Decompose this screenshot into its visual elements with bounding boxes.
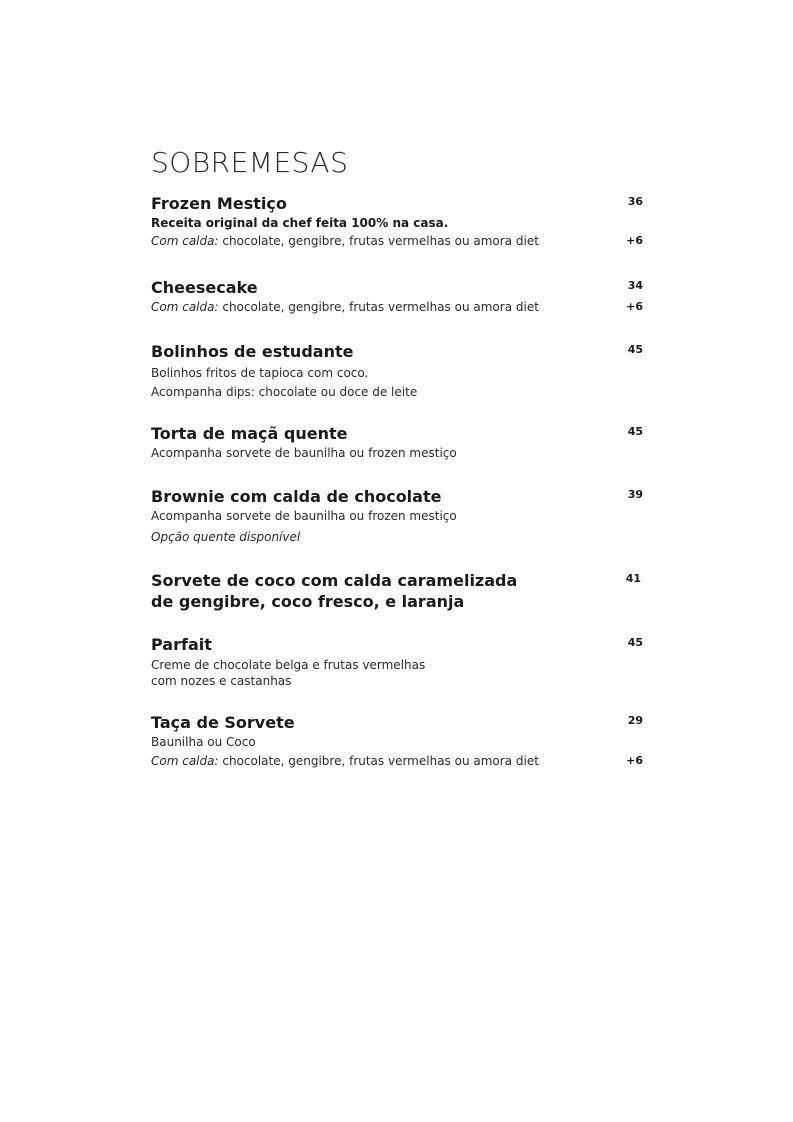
- menu-item-name-line: de gengibre, coco fresco, e laranja: [151, 592, 465, 611]
- calda-price: +6: [626, 300, 643, 313]
- menu-item-description: Baunilha ou Coco: [151, 735, 256, 749]
- menu-item-cheesecake: [151, 277, 643, 316]
- menu-item-name: Cheesecake: [151, 278, 258, 297]
- menu-item-price: 45: [627, 425, 643, 438]
- menu-item-note: Opção quente disponível: [151, 530, 301, 544]
- menu-item-price: 45: [627, 343, 643, 356]
- menu-item-calda: [151, 298, 643, 316]
- menu-item-header: [151, 634, 643, 655]
- menu-item-header: [151, 277, 643, 298]
- menu-item-taca-sorvete: [151, 712, 643, 770]
- menu-item-header: [151, 712, 643, 733]
- menu-item-header: [151, 570, 643, 612]
- menu-item-brownie: [151, 486, 643, 546]
- menu-item-header: [151, 193, 643, 214]
- menu-item-description: com nozes e castanhas: [151, 674, 292, 688]
- menu-item-parfait: [151, 634, 643, 689]
- menu-item-price: 45: [627, 636, 643, 649]
- menu-item-header: [151, 486, 643, 507]
- menu-item-bolinhos: [151, 341, 643, 401]
- calda-text: chocolate, gengibre, frutas vermelhas ou amora diet: [218, 234, 539, 248]
- calda-label: Com calda:: [151, 234, 219, 248]
- menu-item-description: Acompanha sorvete de baunilha ou frozen mestiço: [151, 509, 457, 523]
- menu-item-description: Creme de chocolate belga e frutas vermelhas: [151, 658, 426, 672]
- menu-item-name: Brownie com calda de chocolate: [151, 487, 442, 506]
- menu-item-description: Bolinhos fritos de tapioca com coco.: [151, 366, 369, 380]
- menu-item-sorvete-coco: [151, 570, 643, 612]
- calda-label: Com calda:: [151, 300, 219, 314]
- calda-text: chocolate, gengibre, frutas vermelhas ou amora diet: [218, 754, 539, 768]
- menu-item-price: 29: [627, 714, 643, 727]
- menu-item-name: Parfait: [151, 635, 212, 654]
- menu-item-price: 34: [627, 279, 643, 292]
- menu-item-calda: [151, 752, 643, 770]
- calda-price: +6: [626, 234, 643, 247]
- menu-item-price: 41: [625, 572, 641, 585]
- menu-item-description: Receita original da chef feita 100% na casa.: [151, 216, 449, 230]
- menu-item-name: Frozen Mestiço: [151, 194, 287, 213]
- menu-item-description: Acompanha sorvete de baunilha ou frozen mestiço: [151, 446, 457, 460]
- menu-item-name: Torta de maçã quente: [151, 424, 348, 443]
- menu-item-description: Acompanha dips: chocolate ou doce de leite: [151, 385, 418, 399]
- calda-price: +6: [626, 754, 643, 767]
- menu-item-name-line: Sorvete de coco com calda caramelizada: [151, 571, 518, 590]
- menu-item-name: Taça de Sorvete: [151, 713, 295, 732]
- menu-item-price: 39: [627, 488, 643, 501]
- menu-item-torta-maca: [151, 423, 643, 462]
- menu-item-frozen-mestico: [151, 193, 643, 250]
- menu-item-price: 36: [627, 195, 643, 208]
- menu-item-calda: [151, 232, 643, 250]
- calda-text: chocolate, gengibre, frutas vermelhas ou amora diet: [218, 300, 539, 314]
- menu-item-header: [151, 341, 643, 362]
- calda-label: Com calda:: [151, 754, 219, 768]
- menu-item-name: Bolinhos de estudante: [151, 342, 354, 361]
- section-title: SOBREMESAS: [151, 146, 349, 179]
- menu-item-header: [151, 423, 643, 444]
